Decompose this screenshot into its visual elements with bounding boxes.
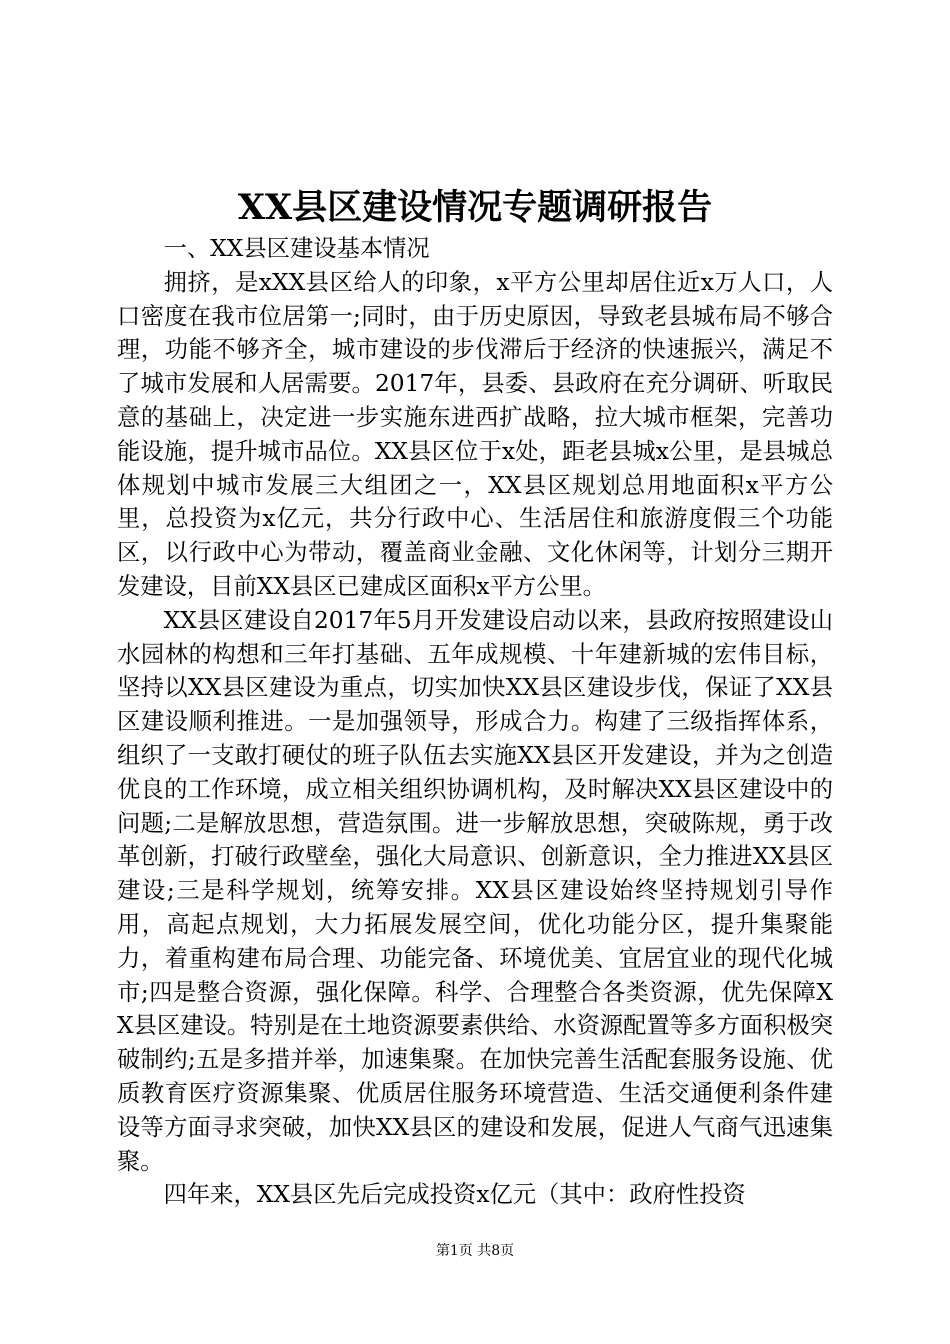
- page-number-footer: 第1页 共8页: [435, 1243, 515, 1259]
- section-heading: 一、XX县区建设基本情况: [163, 235, 430, 262]
- document-body: [117, 232, 833, 1212]
- paragraph: 四年来，XX县区先后完成投资x亿元（其中：政府性投资: [163, 1181, 746, 1209]
- document-title: XX县区建设情况专题调研报告: [237, 187, 713, 228]
- paragraph: XX县区建设自2017年5月开发建设启动以来，县政府按照建设山水园林的构想和三年打基础、五年成规模、十年建新城的宏伟目标，坚持以XX县区建设为重点，切实加快XX县区建设步伐，保证了XX县区建设顺利推进。一是加强领导，形成合力。构建了三级指挥体系，组织了一支敢打硬仗的班子队伍去实施XX县区开发建设，并为之创造优良的工作环境，成立相关组织协调机构，及时解决XX县区建设中的问题;二是解放思想，营造氛围。进一步解放思想，突破陈规，勇于改革创新，打破行政壁垒，强化大局意识、创新意识，全力推进XX县区建设;三是科学规划，统筹安排。XX县区建设始终坚持规划引导作用，高起点规划，大力拓展发展空间，优化功能分区，提升集聚能力，着重构建布局合理、功能完备、环境优美、宜居宜业的现代化城市;四是整合资源，强化保障。科学、合理整合各类资源，优先保障XX县区建设。特别是在土地资源要素供给、水资源配置等多方面积极突破制约;五是多措并举，加速集聚。在加快完善生活配套服务设施、优质教育医疗资源集聚、优质居住服务环境营造、生活交通便利条件建设等方面寻求突破，加快XX县区的建设和发展，促进人气商气迅速集聚。: [117, 606, 833, 1175]
- paragraph: 拥挤，是xXX县区给人的印象，x平方公里却居住近x万人口，人口密度在我市位居第一;同时，由于历史原因，导致老县城布局不够合理，功能不够齐全，城市建设的步伐滞后于经济的快速振兴，满足不了城市发展和人居需要。2017年，县委、县政府在充分调研、听取民意的基础上，决定进一步实施东进西扩战略，拉大城市框架，完善功能设施，提升城市品位。XX县区位于x处，距老县城x公里，是县城总体规划中城市发展三大组团之一，XX县区规划总用地面积x平方公里，总投资为x亿元，共分行政中心、生活居住和旅游度假三个功能区，以行政中心为带动，覆盖商业金融、文化休闲等，计划分三期开发建设，目前XX县区已建成区面积x平方公里。: [117, 268, 833, 600]
